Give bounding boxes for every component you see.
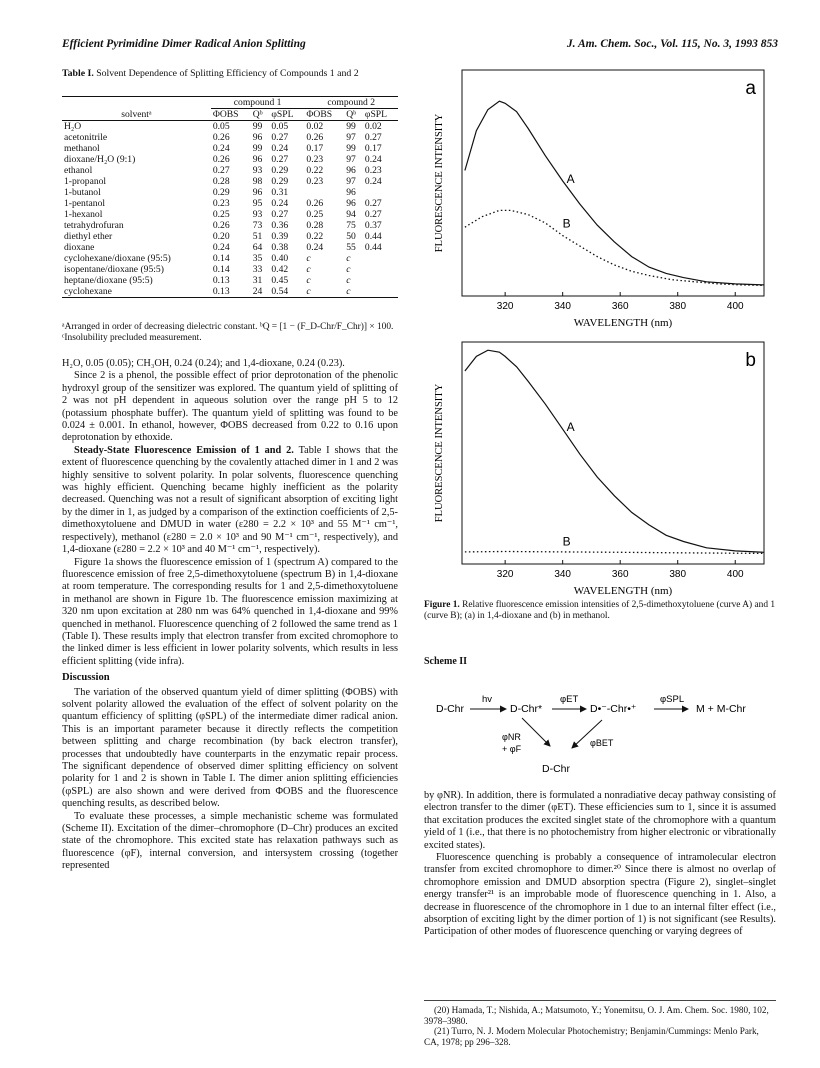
- cell-value: 33: [252, 264, 263, 275]
- col-header: φSPL: [364, 109, 387, 120]
- right-column: [424, 790, 776, 939]
- scheme-d-chr-star: D-Chr*: [510, 703, 543, 715]
- table-footnote: ᵃArranged in order of decreasing dielectric constant. ᵇQ = [1 − (F_D-Chr/F_Chr)] × 100. ᶜInsolubility precluded measurement.: [62, 322, 394, 343]
- x-tick-label: 380: [669, 569, 687, 580]
- cell-solvent: tetrahydrofuran: [64, 220, 124, 231]
- cell-solvent: 1-butanol: [64, 187, 101, 198]
- cell-value: 94: [346, 209, 356, 220]
- subsection-title: Steady-State Fluorescence Emission of 1 and 2.: [74, 444, 294, 456]
- col-header: φSPL: [271, 109, 294, 120]
- cell-solvent: 1-hexanol: [64, 209, 103, 220]
- cell-solvent: cyclohexane/dioxane (95:5): [64, 253, 171, 264]
- cell-value: 0.26: [212, 132, 230, 143]
- cell-value: 0.22: [306, 231, 324, 242]
- y-axis-label: FLUORESCENCE INTENSITY: [434, 113, 445, 253]
- paragraph: Fluorescence quenching is probably a consequence of intramolecular electron transfer from excited chromophore to dimer.²⁰ Since there is almost no overlap of chromophore emission and DMUD absorption spectra (Figure 2), singlet–singlet energy transfer²¹ is an improbable mode of fluorescence quenching in 1. Also, a decrease in fluorescence of the chromophore in 1 due to an internal filter effect (i.e., absorption of exciting light by the dimer portion of 1) is not significant (see Results). Participation of other modes of fluorescence quenching or varying degrees of: [424, 852, 776, 938]
- cell-value: 0.36: [271, 220, 289, 231]
- x-tick-label: 400: [726, 301, 744, 312]
- cell-value: 93: [252, 209, 263, 220]
- cell-value: 0.24: [271, 143, 289, 154]
- cell-value: c: [306, 286, 311, 297]
- table-row: [62, 209, 398, 220]
- cell-value: 0.26: [306, 198, 324, 209]
- x-axis-label: WAVELENGTH (nm): [573, 585, 673, 597]
- table-caption-label: Table I.: [62, 68, 94, 79]
- cell-value: 0.27: [364, 132, 382, 143]
- x-tick-label: 360: [611, 301, 629, 312]
- paragraph: The variation of the observed quantum yield of dimer splitting (ΦOBS) with solvent polarity allowed the evaluation of the effect of solvent polarity on the quantum efficiency of splitting (φSPL) of the intermediate dimer radical anion. This is an important parameter because it directly reflects the competition between splitting and charge recombination (by back electron transfer), processes that undoubtedly have counterparts in the enzymatic repair process. The significant dependence of observed dimer splitting efficiency on solvent polarity for 1 and 2 is shown in Table I. The dimer anion splitting efficiencies (φSPL) are also shown and were derived from ΦOBS and the fluorescence quenching results, as described below.: [62, 686, 398, 810]
- curve-label-a: A: [566, 172, 575, 186]
- cell-solvent: cyclohexane: [64, 286, 112, 297]
- scheme-phi-spl: φSPL: [660, 694, 685, 705]
- cell-value: 64: [252, 242, 263, 253]
- solvent-table: [62, 96, 398, 298]
- cell-value: c: [306, 253, 311, 264]
- cell-value: c: [346, 253, 351, 264]
- cell-value: 0.23: [306, 154, 324, 165]
- cell-value: 0.23: [364, 165, 382, 176]
- cell-value: 96: [346, 165, 356, 176]
- cell-value: 99: [252, 143, 263, 154]
- cell-value: 96: [346, 187, 356, 198]
- cell-value: 75: [346, 220, 356, 231]
- figure-panel-a: [424, 62, 776, 344]
- cell-solvent: dioxane/H₂O (9:1): [64, 154, 136, 165]
- cell-value: 50: [346, 231, 356, 242]
- cell-value: 0.29: [271, 176, 289, 187]
- paragraph: [62, 445, 398, 557]
- cell-solvent: ethanol: [64, 165, 93, 176]
- cell-value: 0.37: [364, 220, 382, 231]
- cell-value: 0.31: [271, 187, 289, 198]
- cell-value: 0.13: [212, 275, 230, 286]
- x-tick-label: 320: [496, 569, 514, 580]
- table-row: [62, 242, 398, 253]
- scheme-radical-pair: D•⁻-Chr•⁺: [590, 703, 637, 715]
- section-title: Discussion: [62, 672, 110, 684]
- cell-value: 35: [252, 253, 263, 264]
- cell-value: c: [306, 275, 311, 286]
- col-header: ΦOBS: [306, 109, 333, 120]
- cell-value: 0.17: [364, 143, 382, 154]
- cell-value: 98: [252, 176, 263, 187]
- table-spacer: [62, 97, 211, 109]
- scheme-label: Scheme II: [424, 656, 468, 667]
- cell-value: 0.24: [212, 143, 230, 154]
- cell-value: 0.13: [212, 286, 230, 297]
- running-title: Efficient Pyrimidine Dimer Radical Anion Splitting: [62, 38, 306, 50]
- cell-value: 0.27: [271, 154, 289, 165]
- table-row: [62, 220, 398, 231]
- paragraph: by φNR). In addition, there is formulated a nonradiative decay pathway consisting of electron transfer to the dimer (φET). These efficiencies sum to 1, since it is assumed that excitation produces the excited singlet state of the chromophore with a quantum yield of 1 (i.e., that there is no photochemistry from higher electronic or vibrationally excited states).: [424, 790, 776, 851]
- cell-value: 0.24: [364, 176, 382, 187]
- table-row: [62, 286, 398, 298]
- cell-value: 0.28: [306, 220, 324, 231]
- cell-value: 0.24: [364, 154, 382, 165]
- cell-value: 0.44: [364, 231, 382, 242]
- cell-value: 0.25: [306, 209, 324, 220]
- cell-value: 0.14: [212, 264, 230, 275]
- left-column: [62, 358, 398, 873]
- table-row: [62, 176, 398, 187]
- scheme-phi-f: + φF: [502, 744, 522, 754]
- cell-value: 0.42: [271, 264, 289, 275]
- table-caption: [62, 68, 398, 80]
- cell-value: 0.23: [212, 198, 230, 209]
- cell-value: 0.28: [212, 176, 230, 187]
- x-tick-label: 380: [669, 301, 687, 312]
- paragraph: Since 2 is a phenol, the possible effect of prior deprotonation of the phenolic hydroxyl group of the sensitizer was explored. The quantum yield of splitting of 2 was not pH dependent in aqueous solution over the range pH 5 to 12 (potassium phosphate buffer). The quantum yield of splitting was found to be 0.024 ± 0.001. In ethanol, however, ΦOBS decreased from 0.22 to 0.16 upon deprotonation by ethoxide.: [62, 370, 398, 444]
- group-compound-1: compound 1: [211, 97, 305, 109]
- x-tick-label: 340: [554, 569, 572, 580]
- cell-value: 0.27: [212, 165, 230, 176]
- plot-frame: [462, 342, 764, 564]
- paragraph-text: Table I shows that the extent of fluorescence quenching by the covalently attached dimer in 1 and 2 was highly sensitive to solvent polarity. In polar solvents, fluorescence quenching was highly efficient. Quenching became highly inefficient as the polarity decreased. Quenching was not a result of significant absorption of exciting light by the dimer in 1, as judged by a comparison of the extinction coefficients of 2,5-dimethoxytoluene and DMUD in water (ε280 = 2.2 × 10³ and 55 M⁻¹ cm⁻¹, respectively), methanol (ε280 = 2.0 × 10³ and 90 M⁻¹ cm⁻¹, respectively), and 1,4-dioxane (ε280 = 2.2 × 10³ and 40 M⁻¹ cm⁻¹, respectively).: [62, 444, 399, 556]
- cell-value: 0.24: [212, 242, 230, 253]
- cell-value: 96: [252, 154, 263, 165]
- table-body: [62, 121, 398, 298]
- cell-value: 99: [252, 121, 263, 132]
- cell-value: 97: [346, 154, 356, 165]
- cell-value: 73: [252, 220, 263, 231]
- cell-value: 0.40: [271, 253, 289, 264]
- cell-value: 0.29: [212, 187, 230, 198]
- cell-value: 0.27: [271, 209, 289, 220]
- x-tick-label: 400: [726, 569, 744, 580]
- cell-value: 0.26: [212, 220, 230, 231]
- col-header: ΦOBS: [212, 109, 239, 120]
- cell-solvent: 1-propanol: [64, 176, 107, 187]
- cell-value: c: [346, 275, 351, 286]
- x-tick-label: 320: [496, 301, 514, 312]
- col-header: Qᵇ: [252, 109, 263, 120]
- series-line-A: [465, 350, 764, 552]
- cell-value: 0.14: [212, 253, 230, 264]
- cell-value: 0.25: [212, 209, 230, 220]
- cell-value: 99: [346, 121, 356, 132]
- x-tick-label: 360: [611, 569, 629, 580]
- cell-value: 93: [252, 165, 263, 176]
- cell-solvent: H₂O: [64, 121, 82, 132]
- table-row: [62, 165, 398, 176]
- table-row: [62, 132, 398, 143]
- cell-value: 0.29: [271, 165, 289, 176]
- series-line-B: [465, 210, 764, 285]
- cell-solvent: 1-pentanol: [64, 198, 106, 209]
- scheme-hv: hv: [482, 694, 493, 705]
- panel-letter: b: [745, 350, 756, 371]
- cell-value: [363, 264, 398, 275]
- cell-value: 0.24: [306, 242, 324, 253]
- cell-solvent: diethyl ether: [64, 231, 113, 242]
- cell-value: 31: [252, 275, 263, 286]
- scheme-d-chr: D-Chr: [436, 703, 464, 715]
- cell-value: 0.20: [212, 231, 230, 242]
- cell-value: 0.26: [212, 154, 230, 165]
- cell-value: 0.45: [271, 275, 289, 286]
- cell-value: [363, 286, 398, 298]
- series-line-A: [465, 101, 764, 285]
- cell-value: [304, 187, 344, 198]
- table-row: [62, 231, 398, 242]
- scheme-phi-et: φET: [560, 694, 579, 705]
- cell-value: c: [306, 264, 311, 275]
- cell-solvent: heptane/dioxane (95:5): [64, 275, 153, 286]
- cell-value: 96: [346, 198, 356, 209]
- footnotes: [424, 1000, 776, 1047]
- cell-value: [363, 275, 398, 286]
- cell-value: 0.39: [271, 231, 289, 242]
- cell-value: 0.44: [364, 242, 382, 253]
- cell-value: 96: [252, 132, 263, 143]
- cell-value: 0.05: [271, 121, 289, 132]
- cell-value: [363, 187, 398, 198]
- group-compound-2: compound 2: [304, 97, 398, 109]
- cell-value: 0.22: [306, 165, 324, 176]
- col-header: Qᵇ: [346, 109, 357, 120]
- cell-value: c: [346, 264, 351, 275]
- plot-frame: [462, 70, 764, 296]
- cell-value: 97: [346, 132, 356, 143]
- col-solvent: solventᵃ: [121, 108, 152, 120]
- cell-solvent: acetonitrile: [64, 132, 108, 143]
- cell-value: 0.26: [306, 132, 324, 143]
- curve-label-a: A: [566, 420, 575, 435]
- figure-caption-label: Figure 1.: [424, 600, 460, 610]
- cell-value: 0.02: [364, 121, 382, 132]
- table-row: [62, 154, 398, 165]
- y-axis-label: FLUORESCENCE INTENSITY: [434, 383, 445, 523]
- figure-caption: [424, 600, 776, 622]
- cell-solvent: methanol: [64, 143, 100, 154]
- table-row: [62, 187, 398, 198]
- table-row: [62, 121, 398, 133]
- cell-value: 97: [346, 176, 356, 187]
- scheme-phi-nr: φNR: [502, 732, 521, 742]
- panel-letter: a: [745, 78, 756, 99]
- cell-value: 95: [252, 198, 263, 209]
- table-row: [62, 198, 398, 209]
- cell-value: 0.27: [364, 198, 382, 209]
- journal-citation: J. Am. Chem. Soc., Vol. 115, No. 3, 1993 853: [566, 38, 778, 50]
- table-row: [62, 264, 398, 275]
- curve-label-b: B: [562, 216, 571, 231]
- paragraph: H₂O, 0.05 (0.05); CH₃OH, 0.24 (0.24); and 1,4-dioxane, 0.24 (0.23).: [62, 358, 345, 369]
- cell-value: 99: [346, 143, 356, 154]
- curve-label-b: B: [562, 534, 571, 549]
- x-tick-label: 340: [554, 301, 572, 312]
- cell-value: 0.24: [271, 198, 289, 209]
- figure-caption-text: Relative fluorescence emission intensities of 2,5-dimethoxytoluene (curve A) and 1 (curve B); (a) in 1,4-dioxane and (b) in methanol.: [424, 600, 776, 622]
- cell-value: 51: [252, 231, 263, 242]
- paragraph: To evaluate these processes, a simple mechanistic scheme was formulated (Scheme II). Excitation of the dimer–chromophore (D–Chr) produces an excited state of the chromophore. This excited state has relaxation pathways such as fluorescence (φF), internal conversion, and intersystem crossing (together represented: [62, 810, 398, 872]
- table-row: [62, 143, 398, 154]
- scheme-product: M + M-Chr: [696, 703, 746, 715]
- cell-value: 96: [252, 187, 263, 198]
- figure-panel-b: [424, 338, 776, 600]
- cell-value: 0.38: [271, 242, 289, 253]
- table-row: [62, 253, 398, 264]
- arrow-nr: [522, 718, 550, 746]
- cell-value: 0.27: [271, 132, 289, 143]
- x-axis-label: WAVELENGTH (nm): [573, 317, 673, 329]
- scheme-d-chr-bottom: D-Chr: [542, 763, 570, 775]
- cell-value: 0.23: [306, 176, 324, 187]
- cell-value: 0.17: [306, 143, 324, 154]
- cell-value: 55: [346, 242, 356, 253]
- paragraph: Figure 1a shows the fluorescence emission of 1 (spectrum A) compared to the fluorescence emission of free 2,5-dimethoxytoluene (spectrum B) in 1,4-dioxane at room temperature. The corresponding results for 1 and 2,5-dimethoxytoluene in methanol are shown in Figure 1b. The fluorescence emission maximizing at 320 nm upon excitation at 280 nm was 64% quenched in 1,4-dioxane and 99% quenched in methanol. Fluorescence quenching of 2 followed the same trend as 1 (Table I). These results imply that electron transfer from excited chromophore to the linked dimer is less efficient in lower polarity solvents, which results in less efficient splitting (vide infra).: [62, 556, 398, 667]
- cell-value: [363, 253, 398, 264]
- table-row: [62, 275, 398, 286]
- series-line-B: [465, 552, 764, 554]
- cell-value: 0.05: [212, 121, 230, 132]
- cell-solvent: dioxane: [64, 242, 95, 253]
- cell-solvent: isopentane/dioxane (95:5): [64, 264, 164, 275]
- scheme-phi-bet: φBET: [590, 738, 614, 748]
- cell-value: 0.02: [306, 121, 324, 132]
- footnote-20: (20) Hamada, T.; Nishida, A.; Matsumoto, Y.; Yonemitsu, O. J. Am. Chem. Soc. 1980, 102, 3978–3980.: [424, 1005, 769, 1026]
- cell-value: 24: [252, 286, 263, 297]
- footnote-21: (21) Turro, N. J. Modern Molecular Photochemistry; Benjamin/Cummings: Menlo Park, CA, 1978; pp 296–328.: [424, 1026, 759, 1047]
- table-caption-text: Solvent Dependence of Splitting Efficiency of Compounds 1 and 2: [93, 68, 359, 79]
- cell-value: c: [346, 286, 351, 297]
- cell-value: 0.54: [271, 286, 289, 297]
- cell-value: 0.27: [364, 209, 382, 220]
